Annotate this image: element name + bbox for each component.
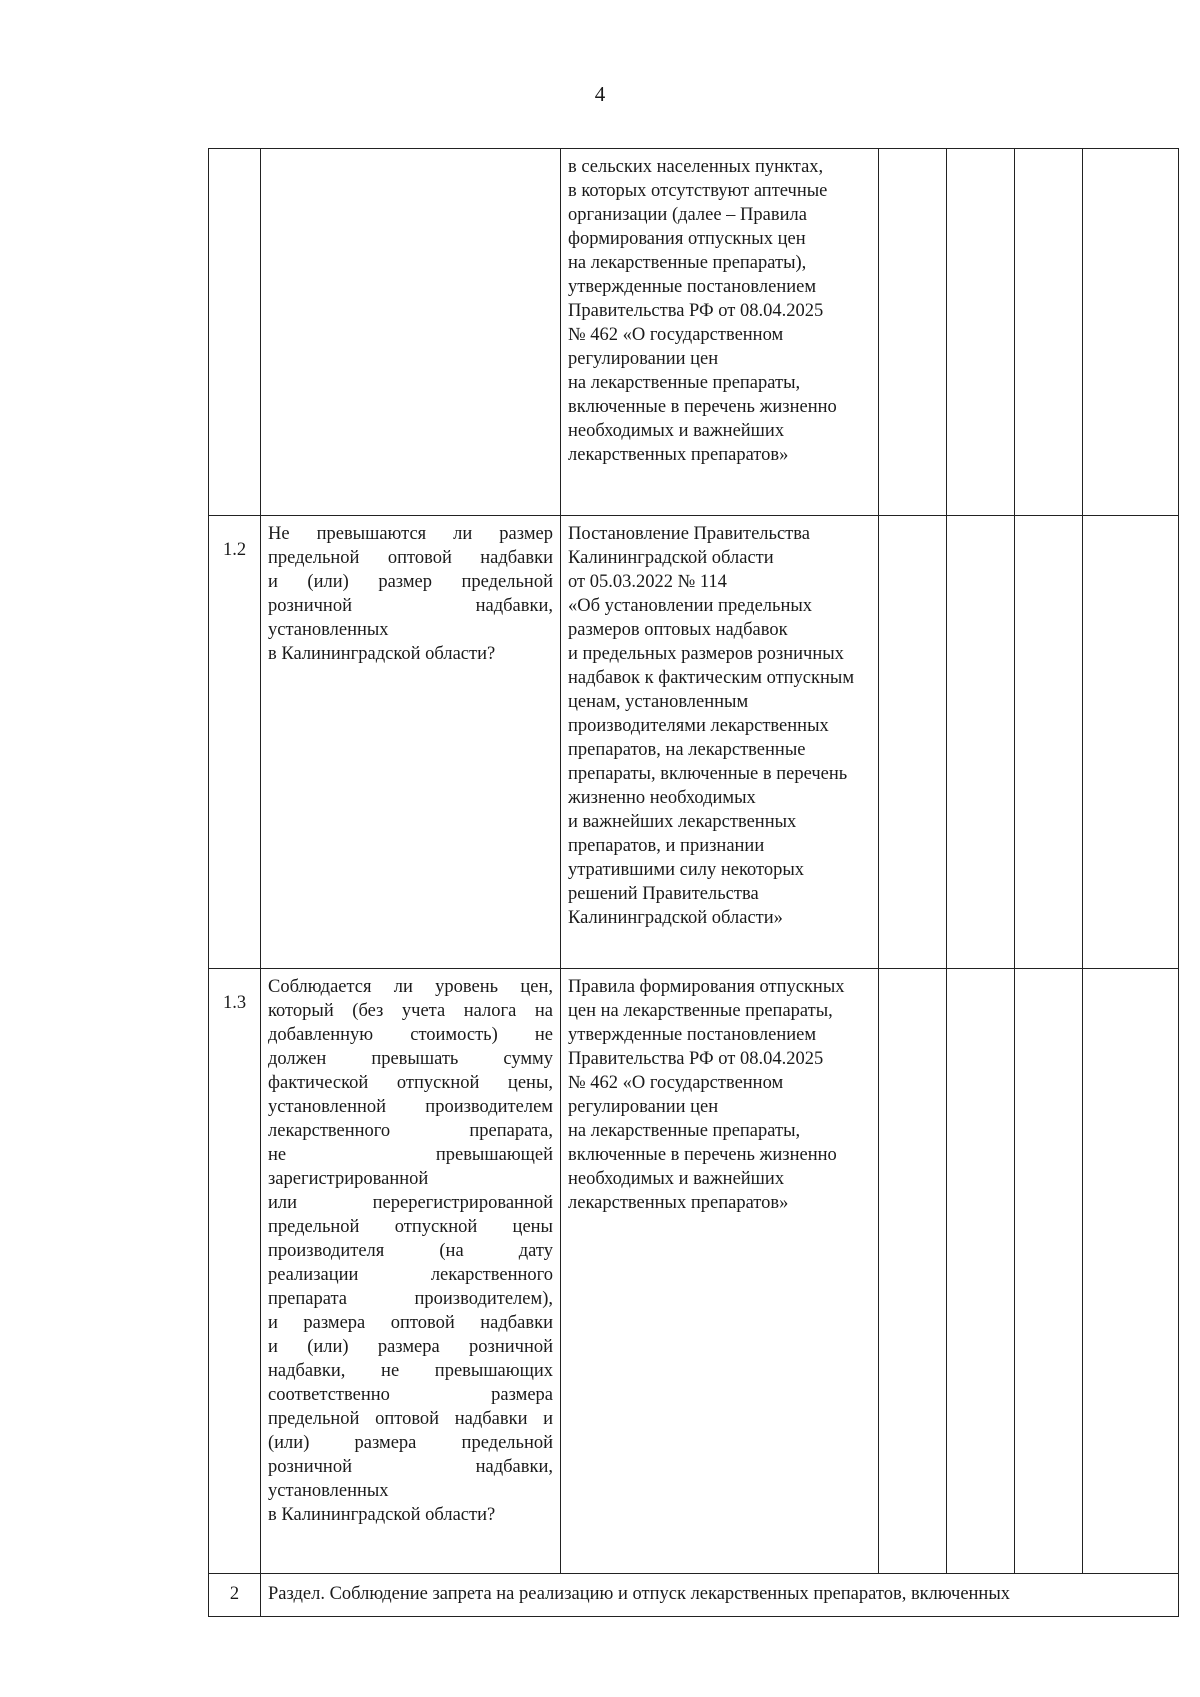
text-line: розничной надбавки, bbox=[268, 596, 553, 616]
legal-source-cell bbox=[561, 149, 879, 516]
text-line: лекарственного препарата, bbox=[268, 1121, 553, 1141]
answer-cell-na bbox=[1015, 149, 1083, 516]
answer-cell-na bbox=[1015, 969, 1083, 1574]
text-line: в Калининградской области? bbox=[268, 644, 496, 664]
section-title-cell: Раздел. Соблюдение запрета на реализацию и отпуск лекарственных препаратов, включенных bbox=[261, 1574, 1179, 1617]
text-line: который (без учета налога на bbox=[268, 1001, 553, 1021]
text-line: формирования отпускных цен bbox=[568, 229, 806, 249]
text-line: от 05.03.2022 № 114 bbox=[568, 572, 727, 592]
text-line: жизненно необходимых bbox=[568, 788, 756, 808]
text-line: должен превышать сумму bbox=[268, 1049, 553, 1069]
text-line: препарата производителем), bbox=[268, 1289, 553, 1309]
notes-cell bbox=[1083, 149, 1179, 516]
text-line: установленных bbox=[268, 620, 389, 640]
text-line: и размера оптовой надбавки bbox=[268, 1313, 553, 1333]
text-line: на лекарственные препараты), bbox=[568, 253, 807, 273]
text-line: в сельских населенных пунктах, bbox=[568, 157, 824, 177]
answer-cell-na bbox=[1015, 516, 1083, 969]
text-line: регулировании цен bbox=[568, 349, 719, 369]
text-line: организации (далее – Правила bbox=[568, 205, 807, 225]
answer-cell-no bbox=[947, 516, 1015, 969]
table-row bbox=[209, 516, 1179, 969]
text-line: Правила формирования отпускных bbox=[568, 977, 845, 997]
text-line: соответственно размера bbox=[268, 1385, 553, 1405]
answer-cell-yes bbox=[879, 516, 947, 969]
text-line: на лекарственные препараты, bbox=[568, 373, 801, 393]
answer-cell-no bbox=[947, 149, 1015, 516]
page-number: 4 bbox=[594, 82, 606, 106]
text-line: «Об установлении предельных bbox=[568, 596, 813, 616]
text-line: в Калининградской области? bbox=[268, 1505, 496, 1525]
text-line: утвержденные постановлением bbox=[568, 277, 817, 297]
text-line: препаратов, на лекарственные bbox=[568, 740, 806, 760]
text-line: № 462 «О государственном bbox=[568, 325, 784, 345]
text-line: предельной отпускной цены bbox=[268, 1217, 553, 1237]
text-line: утвержденные постановлением bbox=[568, 1025, 817, 1045]
table-row bbox=[209, 969, 1179, 1574]
text-line: Соблюдается ли уровень цен, bbox=[268, 977, 553, 997]
table-row bbox=[209, 149, 1179, 516]
text-line: и предельных размеров розничных bbox=[568, 644, 844, 664]
text-line: необходимых и важнейших bbox=[568, 421, 785, 441]
answer-cell-no bbox=[947, 969, 1015, 1574]
text-line: в которых отсутствуют аптечные bbox=[568, 181, 828, 201]
text-line: Правительства РФ от 08.04.2025 bbox=[568, 1049, 824, 1069]
text-line: ценам, установленным bbox=[568, 692, 749, 712]
text-line: решений Правительства bbox=[568, 884, 759, 904]
text-line: включенные в перечень жизненно bbox=[568, 1145, 837, 1165]
text-line: Правительства РФ от 08.04.2025 bbox=[568, 301, 824, 321]
text-line: лекарственных препаратов» bbox=[568, 1193, 789, 1213]
text-line: и (или) размер предельной bbox=[268, 572, 553, 592]
text-line: надбавок к фактическим отпускным bbox=[568, 668, 855, 688]
row-number-cell: 1.3 bbox=[209, 969, 261, 1574]
section-row bbox=[209, 1574, 1179, 1617]
question-cell bbox=[261, 969, 561, 1574]
section-number-cell: 2 bbox=[209, 1574, 261, 1617]
text-line: установленных bbox=[268, 1481, 389, 1501]
text-line: утратившими силу некоторых bbox=[568, 860, 805, 880]
text-line: цен на лекарственные препараты, bbox=[568, 1001, 833, 1021]
text-line: зарегистрированной bbox=[268, 1169, 429, 1189]
checklist-table bbox=[208, 148, 1179, 1617]
text-line: Калининградской области» bbox=[568, 908, 783, 928]
text-line: Постановление Правительства bbox=[568, 524, 810, 544]
text-line: фактической отпускной цены, bbox=[268, 1073, 553, 1093]
notes-cell bbox=[1083, 516, 1179, 969]
text-line: или перерегистрированной bbox=[268, 1193, 553, 1213]
text-line: добавленную стоимость) не bbox=[268, 1025, 553, 1045]
text-line: надбавки, не превышающих bbox=[268, 1361, 553, 1381]
question-cell bbox=[261, 516, 561, 969]
text-line: лекарственных препаратов» bbox=[568, 445, 789, 465]
text-line: розничной надбавки, bbox=[268, 1457, 553, 1477]
text-line: препараты, включенные в перечень bbox=[568, 764, 848, 784]
text-line: предельной оптовой надбавки bbox=[268, 548, 553, 568]
text-line: Не превышаются ли размер bbox=[268, 524, 553, 544]
text-line: препаратов, и признании bbox=[568, 836, 765, 856]
text-line: и важнейших лекарственных bbox=[568, 812, 797, 832]
text-line: предельной оптовой надбавки и bbox=[268, 1409, 553, 1429]
text-line: (или) размера предельной bbox=[268, 1433, 553, 1453]
text-line: необходимых и важнейших bbox=[568, 1169, 785, 1189]
text-line: реализации лекарственного bbox=[268, 1265, 553, 1285]
notes-cell bbox=[1083, 969, 1179, 1574]
text-line: № 462 «О государственном bbox=[568, 1073, 784, 1093]
answer-cell-yes bbox=[879, 149, 947, 516]
text-line: производителя (на дату bbox=[268, 1241, 553, 1261]
text-line: не превышающей bbox=[268, 1145, 553, 1165]
text-line: размеров оптовых надбавок bbox=[568, 620, 788, 640]
text-line: и (или) размера розничной bbox=[268, 1337, 553, 1357]
row-number-cell: 1.2 bbox=[209, 516, 261, 969]
legal-source-cell bbox=[561, 516, 879, 969]
question-cell bbox=[261, 149, 561, 516]
row-number-cell bbox=[209, 149, 261, 516]
answer-cell-yes bbox=[879, 969, 947, 1574]
text-line: установленной производителем bbox=[268, 1097, 553, 1117]
legal-source-cell bbox=[561, 969, 879, 1574]
text-line: Калининградской области bbox=[568, 548, 774, 568]
text-line: на лекарственные препараты, bbox=[568, 1121, 801, 1141]
text-line: включенные в перечень жизненно bbox=[568, 397, 837, 417]
text-line: производителями лекарственных bbox=[568, 716, 829, 736]
text-line: регулировании цен bbox=[568, 1097, 719, 1117]
